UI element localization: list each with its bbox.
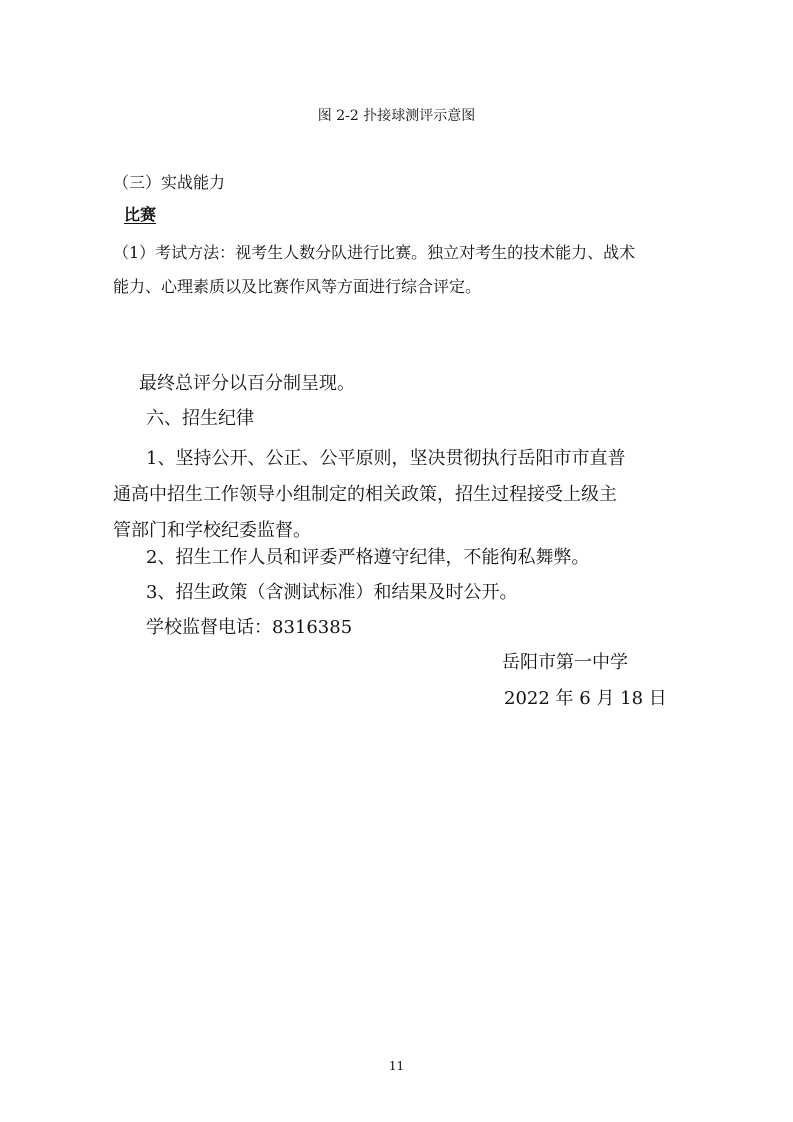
signature-date: 2022 年 6 月 18 日: [504, 688, 667, 709]
rule-1-line-2: 通高中招生工作领导小组制定的相关政策，招生过程接受上级主: [113, 484, 617, 505]
rule-1-line-3: 管部门和学校纪委监督。: [113, 520, 311, 541]
section-heading-admission-discipline: 六、招生纪律: [146, 408, 254, 429]
subheading-match: 比赛: [124, 205, 157, 224]
rule-3: 3、招生政策（含测试标准）和结果及时公开。: [146, 582, 518, 603]
supervision-phone: 学校监督电话：8316385: [146, 617, 353, 638]
figure-caption: 图 2-2 扑接球测评示意图: [317, 108, 476, 124]
section-heading-practical-ability: （三）实战能力: [113, 173, 226, 192]
page-number: 11: [388, 1059, 405, 1073]
rule-2: 2、招生工作人员和评委严格遵守纪律，不能徇私舞弊。: [146, 547, 590, 568]
exam-method-paragraph: [113, 236, 703, 304]
rule-1-paragraph: [113, 441, 693, 549]
signature-organization: 岳阳市第一中学: [502, 652, 628, 673]
exam-method-line-2: 能力、心理素质以及比赛作风等方面进行综合评定。: [113, 277, 482, 296]
exam-method-line-1: （1）考试方法：视考生人数分队进行比赛。独立对考生的技术能力、战术: [113, 243, 636, 262]
rule-1-line-1: 1、坚持公开、公正、公平原则，坚决贯彻执行岳阳市市直普: [146, 448, 626, 469]
final-score-note: 最终总评分以百分制呈现。: [139, 373, 355, 394]
